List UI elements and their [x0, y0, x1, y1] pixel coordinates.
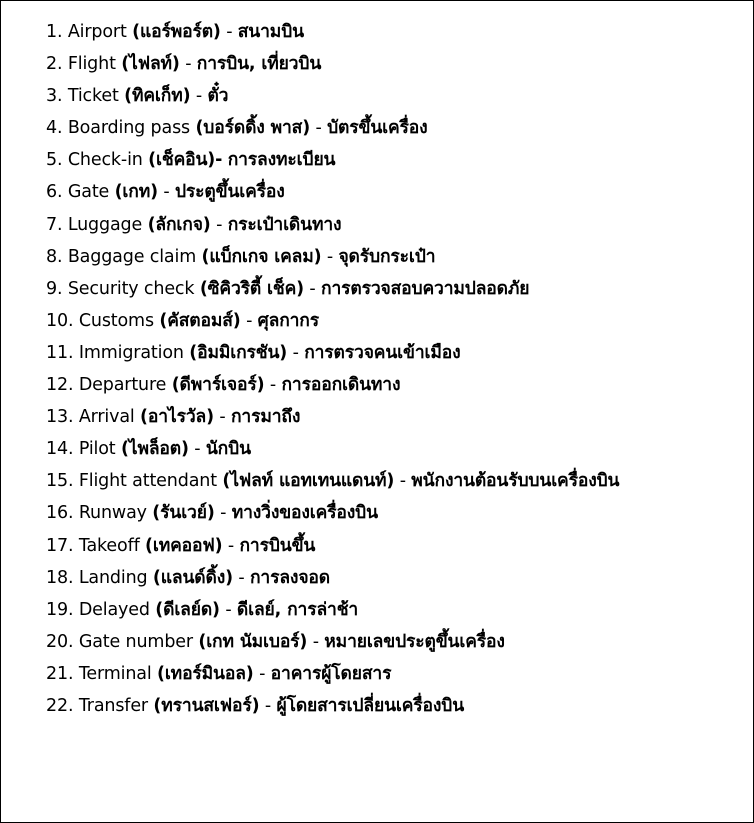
english-term: Luggage [67, 214, 143, 235]
vocabulary-list [46, 16, 743, 722]
separator: - [399, 471, 406, 492]
thai-pronunciation: (อิมมิเกรชัน) [189, 342, 288, 363]
thai-pronunciation: (แอร์พอร์ต) [132, 22, 221, 42]
thai-pronunciation: (ไฟลท์) [121, 54, 180, 75]
thai-meaning: จุดรับกระเป๋า [338, 246, 436, 267]
thai-meaning: อาคารผู้โดยสาร [270, 663, 392, 684]
thai-pronunciation: (เกท นัมเบอร์) [198, 631, 308, 652]
item-number: 1. [46, 22, 63, 42]
thai-pronunciation: (ไฟลท์ แอทเทนแดนท์) [222, 471, 395, 492]
english-term: Check-in [67, 150, 143, 171]
item-number: 11. [46, 342, 74, 363]
english-term: Security check [67, 278, 195, 299]
item-number: 10. [46, 310, 74, 331]
separator: - [227, 535, 235, 556]
list-item [46, 530, 743, 562]
thai-pronunciation: (ลักเกจ) [147, 214, 211, 235]
thai-pronunciation: (คัสตอมส์) [159, 310, 241, 331]
item-number: 12. [46, 375, 74, 396]
list-item [46, 209, 743, 241]
separator: - [225, 599, 232, 620]
thai-pronunciation: (แบ็กเกจ เคลม) [201, 246, 322, 267]
english-term: Gate [67, 182, 110, 203]
separator: - [326, 246, 334, 267]
thai-pronunciation: (เทอร์มินอล) [157, 663, 254, 684]
list-item [46, 369, 743, 401]
english-term: Arrival [78, 407, 135, 428]
thai-meaning: การลงจอด [249, 567, 331, 588]
item-number: 20. [46, 631, 74, 652]
item-number: 8. [46, 246, 63, 267]
list-item [46, 337, 743, 369]
item-number: 18. [46, 567, 74, 588]
item-number: 6. [46, 182, 63, 203]
list-item [46, 80, 743, 112]
list-item [46, 112, 743, 144]
thai-pronunciation: (ไพล็อต) [120, 439, 189, 460]
english-term: Flight attendant [78, 471, 217, 492]
thai-meaning: ตั๋ว [207, 86, 229, 107]
thai-meaning: ดีเลย์, การล่าช้า [236, 599, 359, 620]
item-number: 16. [46, 503, 74, 524]
item-number: 7. [46, 214, 63, 235]
thai-pronunciation: (ทรานสเฟอร์) [153, 695, 260, 716]
english-term: Delayed [78, 599, 150, 620]
item-number: 21. [46, 663, 74, 684]
separator: - [269, 375, 277, 396]
item-number: 9. [46, 278, 63, 299]
list-item [46, 48, 743, 80]
thai-meaning: บัตรขึ้นเครื่อง [327, 118, 428, 139]
thai-pronunciation: (เทคออฟ) [145, 535, 223, 556]
list-item [46, 626, 743, 658]
separator: - [220, 503, 227, 524]
separator: - [264, 695, 272, 716]
separator: - [163, 182, 170, 203]
list-item [46, 176, 743, 208]
list-item [46, 465, 743, 497]
thai-meaning: การออกเดินทาง [281, 375, 401, 396]
separator: - [194, 439, 201, 460]
list-item [46, 273, 743, 305]
english-term: Ticket [67, 86, 119, 107]
separator: - [195, 86, 203, 107]
english-term: Flight [67, 54, 116, 75]
separator: - [185, 54, 192, 75]
english-term: Immigration [78, 342, 184, 363]
thai-meaning: ทางวิ่งของเครื่องบิน [231, 503, 378, 524]
thai-meaning: การบิน, เที่ยวบิน [196, 54, 322, 75]
thai-meaning: ศุลกากร [257, 310, 320, 331]
list-item [46, 658, 743, 690]
item-number: 13. [46, 407, 74, 428]
thai-meaning: สนามบิน [237, 22, 304, 42]
thai-pronunciation: (รันเวย์) [152, 503, 215, 524]
thai-meaning: การลงทะเบียน [227, 150, 336, 171]
separator: - [309, 278, 316, 299]
list-item [46, 305, 743, 337]
thai-meaning: การตรวจคนเข้าเมือง [304, 342, 461, 363]
separator: - [292, 342, 299, 363]
list-item [46, 401, 743, 433]
english-term: Landing [78, 567, 148, 588]
english-term: Takeoff [78, 535, 140, 556]
english-term: Boarding pass [67, 118, 191, 139]
item-number: 2. [46, 54, 63, 75]
english-term: Pilot [78, 439, 116, 460]
thai-pronunciation: (เช็คอิน)- [148, 150, 223, 171]
thai-pronunciation: (บอร์ดดิ้ง พาส) [195, 118, 311, 139]
list-item [46, 594, 743, 626]
item-number: 17. [46, 535, 74, 556]
english-term: Customs [78, 310, 154, 331]
thai-meaning: พนักงานต้อนรับบนเครื่องบิน [411, 471, 620, 492]
thai-meaning: ผู้โดยสารเปลี่ยนเครื่องบิน [276, 695, 465, 716]
list-item [46, 690, 743, 722]
item-number: 14. [46, 439, 74, 460]
list-item [46, 241, 743, 273]
thai-pronunciation: (ดีพาร์เจอร์) [171, 375, 265, 396]
thai-pronunciation: (แลนด์ดิ้ง) [152, 567, 233, 588]
thai-pronunciation: (ซิคิวริตี้ เช็ค) [199, 278, 304, 299]
english-term: Airport [67, 22, 127, 42]
thai-meaning: การตรวจสอบความปลอดภัย [321, 278, 530, 299]
english-term: Departure [78, 375, 167, 396]
separator: - [238, 567, 245, 588]
english-term: Transfer [78, 695, 148, 716]
english-term: Baggage claim [67, 246, 197, 267]
item-number: 22. [46, 695, 74, 716]
item-number: 5. [46, 150, 63, 171]
item-number: 15. [46, 471, 74, 492]
list-item [46, 562, 743, 594]
thai-meaning: การมาถึง [230, 407, 301, 428]
list-item [46, 144, 743, 176]
english-term: Terminal [78, 663, 152, 684]
thai-meaning: กระเป๋าเดินทาง [227, 214, 342, 235]
separator: - [226, 22, 233, 42]
thai-meaning: การบินขึ้น [239, 535, 316, 556]
list-item [46, 433, 743, 465]
thai-pronunciation: (ดีเลย์ด) [155, 599, 220, 620]
separator: - [259, 663, 266, 684]
list-item [46, 16, 743, 48]
list-item [46, 497, 743, 529]
separator: - [219, 407, 226, 428]
item-number: 3. [46, 86, 63, 107]
separator: - [246, 310, 253, 331]
thai-meaning: หมายเลขประตูขึ้นเครื่อง [324, 631, 505, 652]
thai-meaning: ประตูขึ้นเครื่อง [174, 182, 285, 203]
separator: - [216, 214, 223, 235]
english-term: Runway [78, 503, 147, 524]
thai-pronunciation: (อาไรวัล) [140, 407, 214, 428]
separator: - [315, 118, 322, 139]
thai-meaning: นักบิน [205, 439, 251, 460]
english-term: Gate number [78, 631, 193, 652]
thai-pronunciation: (ทิคเก็ท) [124, 86, 191, 107]
item-number: 4. [46, 118, 63, 139]
item-number: 19. [46, 599, 74, 620]
thai-pronunciation: (เกท) [114, 182, 158, 203]
separator: - [312, 631, 319, 652]
